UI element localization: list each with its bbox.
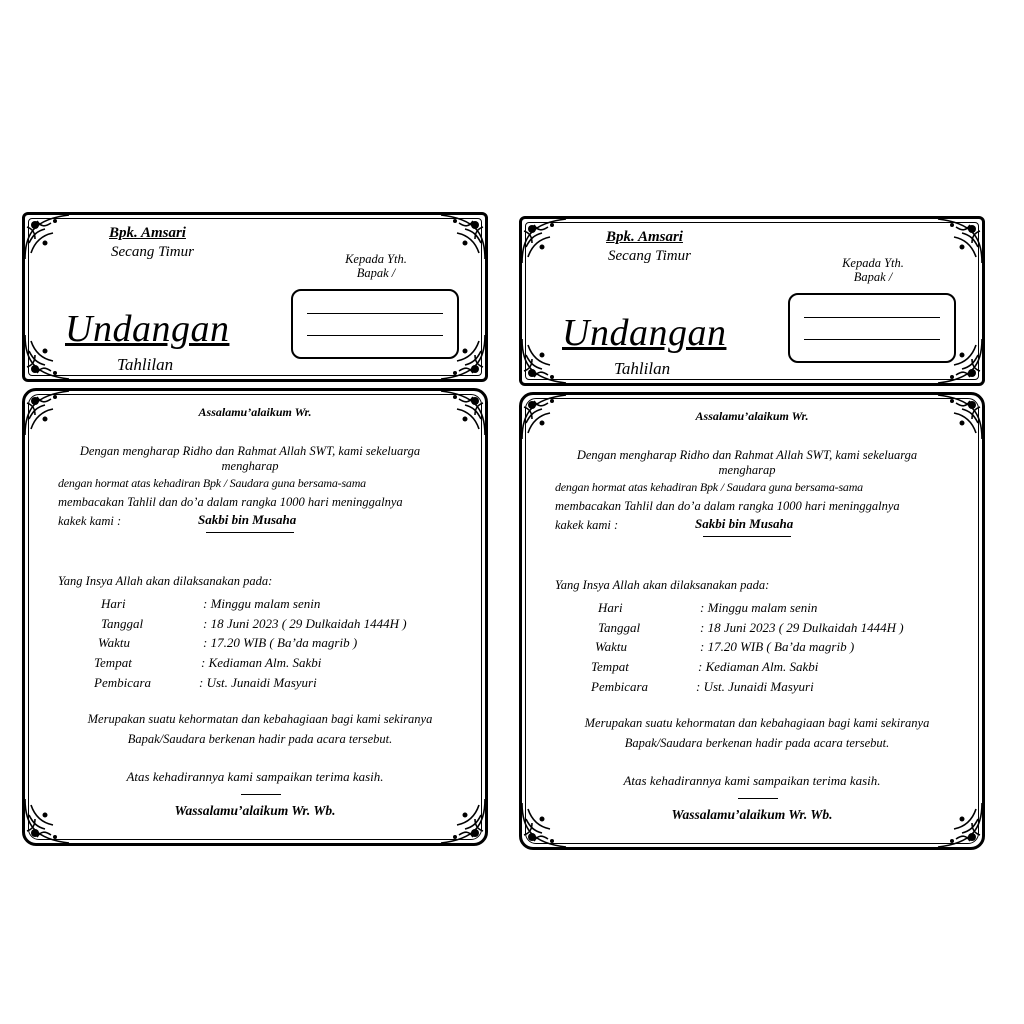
date-label: Tanggal bbox=[598, 620, 641, 635]
day-value: : Minggu malam senin bbox=[700, 600, 818, 615]
day-label: Hari bbox=[598, 600, 623, 615]
floral-ornament-icon bbox=[520, 337, 568, 385]
sender-city: Secang Timur bbox=[111, 244, 194, 260]
recipient-label bbox=[838, 256, 908, 284]
floral-ornament-icon bbox=[936, 217, 984, 265]
recipient-line1: Kepada Yth. bbox=[345, 252, 407, 266]
speaker-value: : Ust. Junaidi Masyuri bbox=[199, 675, 317, 690]
divider bbox=[738, 798, 778, 799]
deceased-label: kakek kami : bbox=[58, 514, 122, 528]
envelope-card bbox=[519, 216, 985, 386]
day-value: : Minggu malam senin bbox=[203, 596, 321, 611]
address-box bbox=[788, 293, 956, 363]
time-value: : 17.20 WIB ( Ba’da magrib ) bbox=[203, 635, 358, 650]
schedule-intro: Yang Insya Allah akan dilaksanakan pada: bbox=[58, 574, 273, 588]
invitation-subtitle: Tahlilan bbox=[117, 355, 174, 374]
sender-name: Bpk. Amsari bbox=[606, 229, 683, 245]
deceased-name: Sakbi bin Musaha bbox=[695, 516, 794, 531]
floral-ornament-icon bbox=[520, 217, 568, 265]
invitation-title: Undangan bbox=[65, 308, 230, 350]
speaker-value: : Ust. Junaidi Masyuri bbox=[696, 679, 814, 694]
paragraph-line3: membacakan Tahlil dan do’a dalam rangka 1000 hari meninggalnya bbox=[555, 499, 900, 513]
date-label: Tanggal bbox=[101, 616, 144, 631]
recipient-line2: Bapak / bbox=[356, 266, 396, 280]
sender-name: Bpk. Amsari bbox=[109, 225, 186, 241]
floral-ornament-icon bbox=[439, 213, 487, 261]
day-label: Hari bbox=[101, 596, 126, 611]
farewell: Wassalamu’alaikum Wr. Wb. bbox=[671, 807, 833, 822]
floral-ornament-icon bbox=[23, 333, 71, 381]
greeting: Assalamu’alaikum Wr. bbox=[695, 409, 809, 423]
inside-card bbox=[519, 392, 985, 850]
thanks-text: Atas kehadirannya kami sampaikan terima kasih. bbox=[623, 773, 881, 788]
paragraph-line3: membacakan Tahlil dan do’a dalam rangka 1000 hari meninggalnya bbox=[58, 495, 403, 509]
place-label: Tempat bbox=[591, 659, 629, 674]
speaker-label: Pembicara bbox=[94, 675, 152, 690]
invitation-subtitle: Tahlilan bbox=[614, 359, 671, 378]
closing-paragraph: Merupakan suatu kehormatan dan kebahagiaan bagi kami sekiranya Bapak/Saudara berkenan hadir pada acara tersebut. bbox=[584, 716, 930, 750]
inside-card bbox=[22, 388, 488, 846]
paragraph-line1: Dengan mengharap Ridho dan Rahmat Allah SWT, kami sekeluarga mengharap bbox=[576, 448, 918, 477]
floral-ornament-icon bbox=[23, 213, 71, 261]
sender-city: Secang Timur bbox=[608, 248, 691, 264]
deceased-label: kakek kami : bbox=[555, 518, 619, 532]
date-value: : 18 Juni 2023 ( 29 Dulkaidah 1444H ) bbox=[700, 620, 904, 635]
paragraph-line2: dengan hormat atas kehadiran Bpk / Saudara guna bersama-sama bbox=[58, 476, 366, 490]
date-value: : 18 Juni 2023 ( 29 Dulkaidah 1444H ) bbox=[203, 616, 407, 631]
address-line bbox=[307, 313, 443, 314]
recipient-line1: Kepada Yth. bbox=[842, 256, 904, 270]
place-label: Tempat bbox=[94, 655, 132, 670]
deceased-name: Sakbi bin Musaha bbox=[198, 512, 297, 527]
place-value: : Kediaman Alm. Sakbi bbox=[698, 659, 819, 674]
closing-paragraph: Merupakan suatu kehormatan dan kebahagiaan bagi kami sekiranya Bapak/Saudara berkenan hadir pada acara tersebut. bbox=[87, 712, 433, 746]
greeting: Assalamu’alaikum Wr. bbox=[198, 405, 312, 419]
divider bbox=[241, 794, 281, 795]
thanks-text: Atas kehadirannya kami sampaikan terima kasih. bbox=[126, 769, 384, 784]
address-box bbox=[291, 289, 459, 359]
paragraph-line2: dengan hormat atas kehadiran Bpk / Saudara guna bersama-sama bbox=[555, 480, 863, 494]
time-label: Waktu bbox=[98, 635, 131, 650]
invitation-title: Undangan bbox=[562, 312, 727, 354]
time-value: : 17.20 WIB ( Ba’da magrib ) bbox=[700, 639, 855, 654]
address-line bbox=[804, 317, 940, 318]
address-line bbox=[804, 339, 940, 340]
paragraph-line1: Dengan mengharap Ridho dan Rahmat Allah SWT, kami sekeluarga mengharap bbox=[79, 444, 421, 473]
address-line bbox=[307, 335, 443, 336]
farewell: Wassalamu’alaikum Wr. Wb. bbox=[174, 803, 336, 818]
recipient-label bbox=[341, 252, 411, 280]
envelope-card bbox=[22, 212, 488, 382]
speaker-label: Pembicara bbox=[591, 679, 649, 694]
name-underline bbox=[703, 536, 791, 537]
recipient-line2: Bapak / bbox=[853, 270, 893, 284]
time-label: Waktu bbox=[595, 639, 628, 654]
name-underline bbox=[206, 532, 294, 533]
place-value: : Kediaman Alm. Sakbi bbox=[201, 655, 322, 670]
schedule-intro: Yang Insya Allah akan dilaksanakan pada: bbox=[555, 578, 770, 592]
